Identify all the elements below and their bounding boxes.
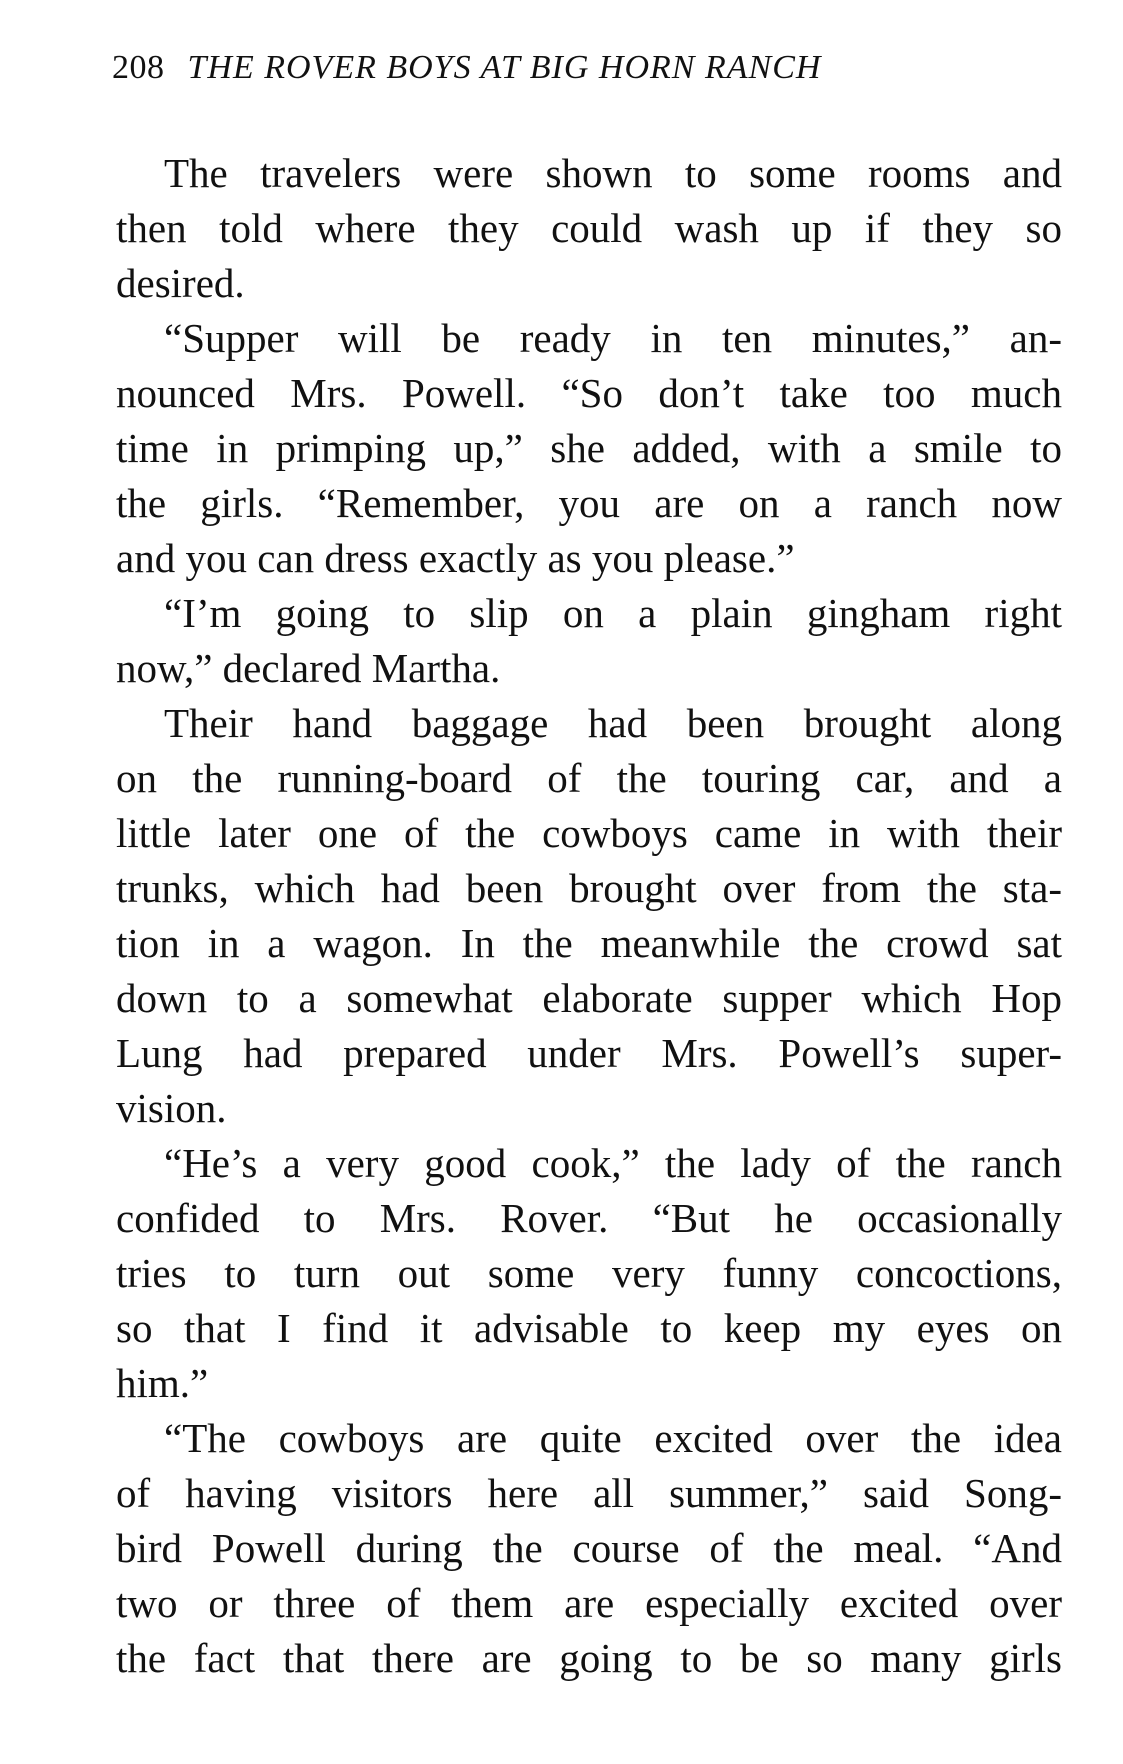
text-line: so that I find it advisable to keep my eyes on	[116, 1305, 1062, 1351]
text-line: the fact that there are going to be so many girls	[116, 1635, 1062, 1681]
text-line: “The cowboys are quite excited over the idea	[164, 1415, 1062, 1461]
running-title: THE ROVER BOYS AT BIG HORN RANCH	[187, 49, 822, 86]
text-line: of having visitors here all summer,” said Song-	[116, 1470, 1062, 1516]
text-line: nounced Mrs. Powell. “So don’t take too much	[116, 370, 1062, 416]
text-line: tries to turn out some very funny concoctions,	[116, 1250, 1062, 1296]
page-number: 208	[112, 49, 165, 86]
text-line: The travelers were shown to some rooms and	[164, 150, 1062, 196]
text-line: confided to Mrs. Rover. “But he occasionally	[116, 1195, 1062, 1241]
text-line: desired.	[116, 260, 245, 306]
text-line: then told where they could wash up if they so	[116, 205, 1062, 251]
text-line: tion in a wagon. In the meanwhile the crowd sat	[116, 920, 1062, 966]
text-line: trunks, which had been brought over from the sta-	[116, 865, 1062, 911]
text-line: time in primping up,” she added, with a smile to	[116, 425, 1062, 471]
text-line: “I’m going to slip on a plain gingham right	[164, 590, 1062, 636]
text-line: him.”	[116, 1360, 209, 1406]
text-line: on the running-board of the touring car, and a	[116, 755, 1062, 801]
text-line: “He’s a very good cook,” the lady of the ranch	[164, 1140, 1062, 1186]
text-line: little later one of the cowboys came in with their	[116, 810, 1062, 856]
text-line: two or three of them are especially excited over	[116, 1580, 1062, 1626]
text-line: down to a somewhat elaborate supper which Hop	[116, 975, 1062, 1021]
text-line: the girls. “Remember, you are on a ranch now	[116, 480, 1062, 526]
text-line: now,” declared Martha.	[116, 645, 501, 691]
page-header	[112, 48, 1012, 88]
body-text	[116, 146, 1062, 1686]
text-line: vision.	[116, 1085, 227, 1131]
text-line: “Supper will be ready in ten minutes,” an-	[164, 315, 1062, 361]
text-line: bird Powell during the course of the meal. “And	[116, 1525, 1062, 1571]
text-line: Lung had prepared under Mrs. Powell’s super-	[116, 1030, 1062, 1076]
text-line: and you can dress exactly as you please.”	[116, 535, 795, 581]
text-line: Their hand baggage had been brought along	[164, 700, 1062, 746]
